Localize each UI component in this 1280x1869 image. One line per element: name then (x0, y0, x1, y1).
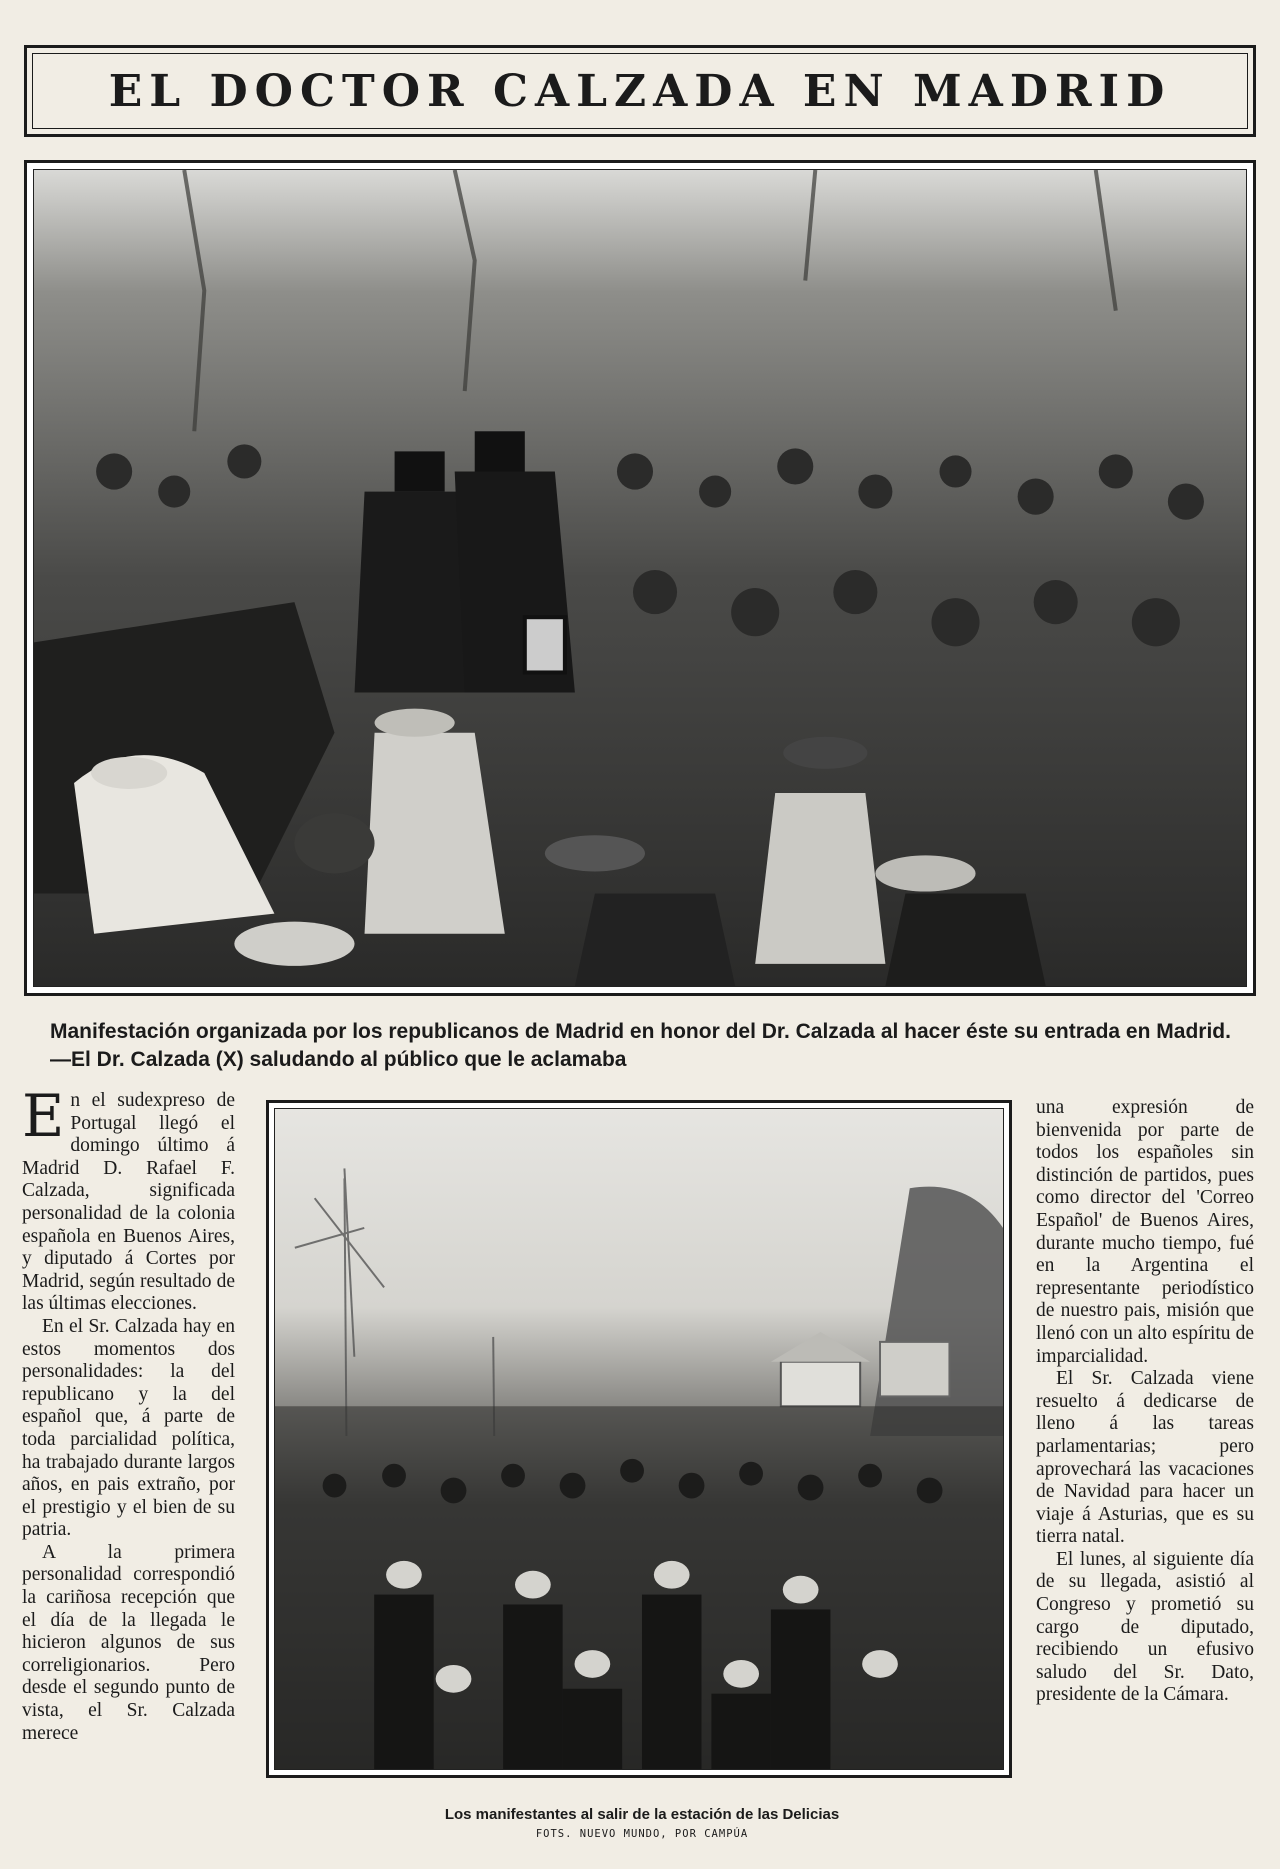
crowd-carriage-photo-icon (34, 170, 1246, 986)
article-paragraph (22, 1082, 235, 1316)
page-title: EL DOCTOR CALZADA EN MADRID (108, 65, 1172, 117)
top-photo-caption: Manifestación organizada por los republicanos de Madrid en honor del Dr. Calzada al hacer éste su entrada en Madrid.—El Dr. Calzada (X) saludando al público que le aclamaba (50, 1020, 1231, 1071)
article-paragraph: El Sr. Calzada viene resuelto á dedicarse de lleno á las tareas parlamentarias; pero aprovechará las vacaciones de Navidad para hacer un viaje á Asturias, que es su tierra natal. (1036, 1368, 1254, 1548)
bottom-photo-frame (266, 1100, 1012, 1778)
crowd-carriage-photo (33, 169, 1247, 987)
station-crowd-photo (274, 1108, 1004, 1770)
article-left-column (22, 1082, 235, 1745)
article-paragraph: En el Sr. Calzada hay en estos momentos dos personalidades: la del republicano y la del español que, á parte de toda parcialidad política, ha trabajado durante largos años, en pais extraño, por el prestigio y el bien de su patria. (22, 1315, 235, 1541)
top-photo-frame (24, 160, 1256, 996)
article-right-column (1036, 1097, 1254, 1707)
article-paragraph: A la primera personalidad correspondió la cariñosa recepción que el día de la llegada le hicieron algunos de sus correligionarios. Pero desde el segundo punto de vista, el Sr. Calzada merece (22, 1541, 235, 1744)
article-paragraph: una expresión de bienvenida por parte de todos los españoles sin distinción de partidos, pues como director del 'Correo Español' de Buenos Aires, durante mucho tiempo, fué en la Argentina el representante periodístico de nuestro pais, misión que llenó con un alto espíritu de imparcialidad. (1036, 1097, 1254, 1367)
article-paragraph-text: n el sudexpreso de Portugal llegó el domingo último á Madrid D. Rafael F. Calzada, significada personalidad de la colonia española en Buenos Aires, y diputado á Cortes por Madrid, según resultado de las últimas elecciones. (22, 1090, 235, 1315)
photo-credit: FOTS. NUEVO MUNDO, POR CAMPÚA (535, 1828, 749, 1840)
station-crowd-photo-icon (275, 1109, 1003, 1769)
bottom-photo-caption: Los manifestantes al salir de la estación de las Delicias (444, 1806, 840, 1823)
drop-cap: E (22, 1082, 65, 1150)
title-frame (24, 45, 1256, 137)
article-paragraph: El lunes, al siguiente día de su llegada, asistió al Congreso y prometió su cargo de diputado, recibiendo un efusivo saludo del Sr. Dato, presidente de la Cámara. (1036, 1548, 1254, 1706)
